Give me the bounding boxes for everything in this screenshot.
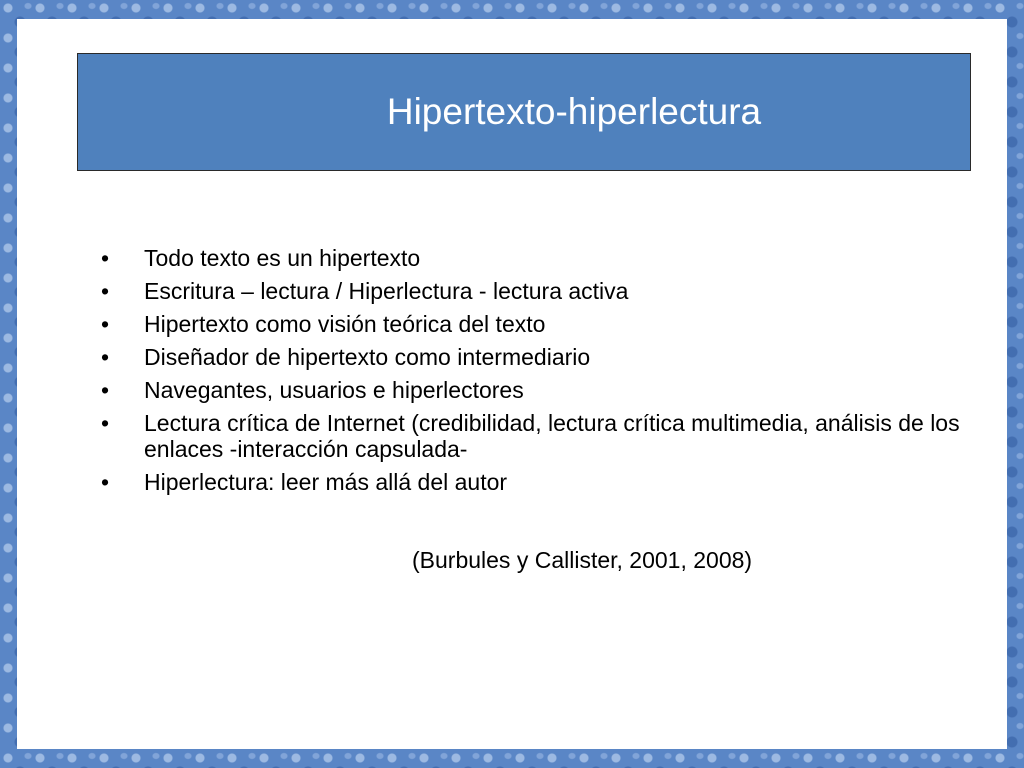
bullet-list (101, 245, 961, 502)
bullet-marker: • (101, 311, 110, 337)
bullet-text: Hipertexto como visión teórica del texto (144, 311, 546, 337)
slide-title: Hipertexto-hiperlectura (386, 91, 762, 132)
bullet-marker: • (101, 410, 110, 436)
bullet-text: Diseñador de hipertexto como intermediario (144, 344, 591, 370)
bullet-item (101, 278, 961, 304)
bullet-text: Escritura – lectura / Hiperlectura - lectura activa (144, 278, 629, 304)
bullet-item (101, 377, 961, 403)
bullet-text: Todo texto es un hipertexto (144, 245, 421, 271)
bullet-text: Lectura crítica de Internet (credibilidad, lectura crítica multimedia, análisis de los enlaces -interacción capsulada- (144, 410, 960, 462)
bullet-marker: • (101, 245, 110, 271)
bullet-text: Hiperlectura: leer más allá del autor (144, 469, 508, 495)
bullet-item (101, 311, 961, 337)
bullet-marker: • (101, 469, 110, 495)
title-box (77, 53, 971, 171)
bullet-item (101, 245, 961, 271)
bullet-item (101, 469, 961, 495)
bullet-item (101, 410, 961, 462)
citation: (Burbules y Callister, 2001, 2008) (412, 547, 753, 573)
bullet-item (101, 344, 961, 370)
bullet-marker: • (101, 344, 110, 370)
bullet-marker: • (101, 278, 110, 304)
slide (17, 19, 1007, 749)
bullet-marker: • (101, 377, 110, 403)
bullet-text: Navegantes, usuarios e hiperlectores (144, 377, 524, 403)
